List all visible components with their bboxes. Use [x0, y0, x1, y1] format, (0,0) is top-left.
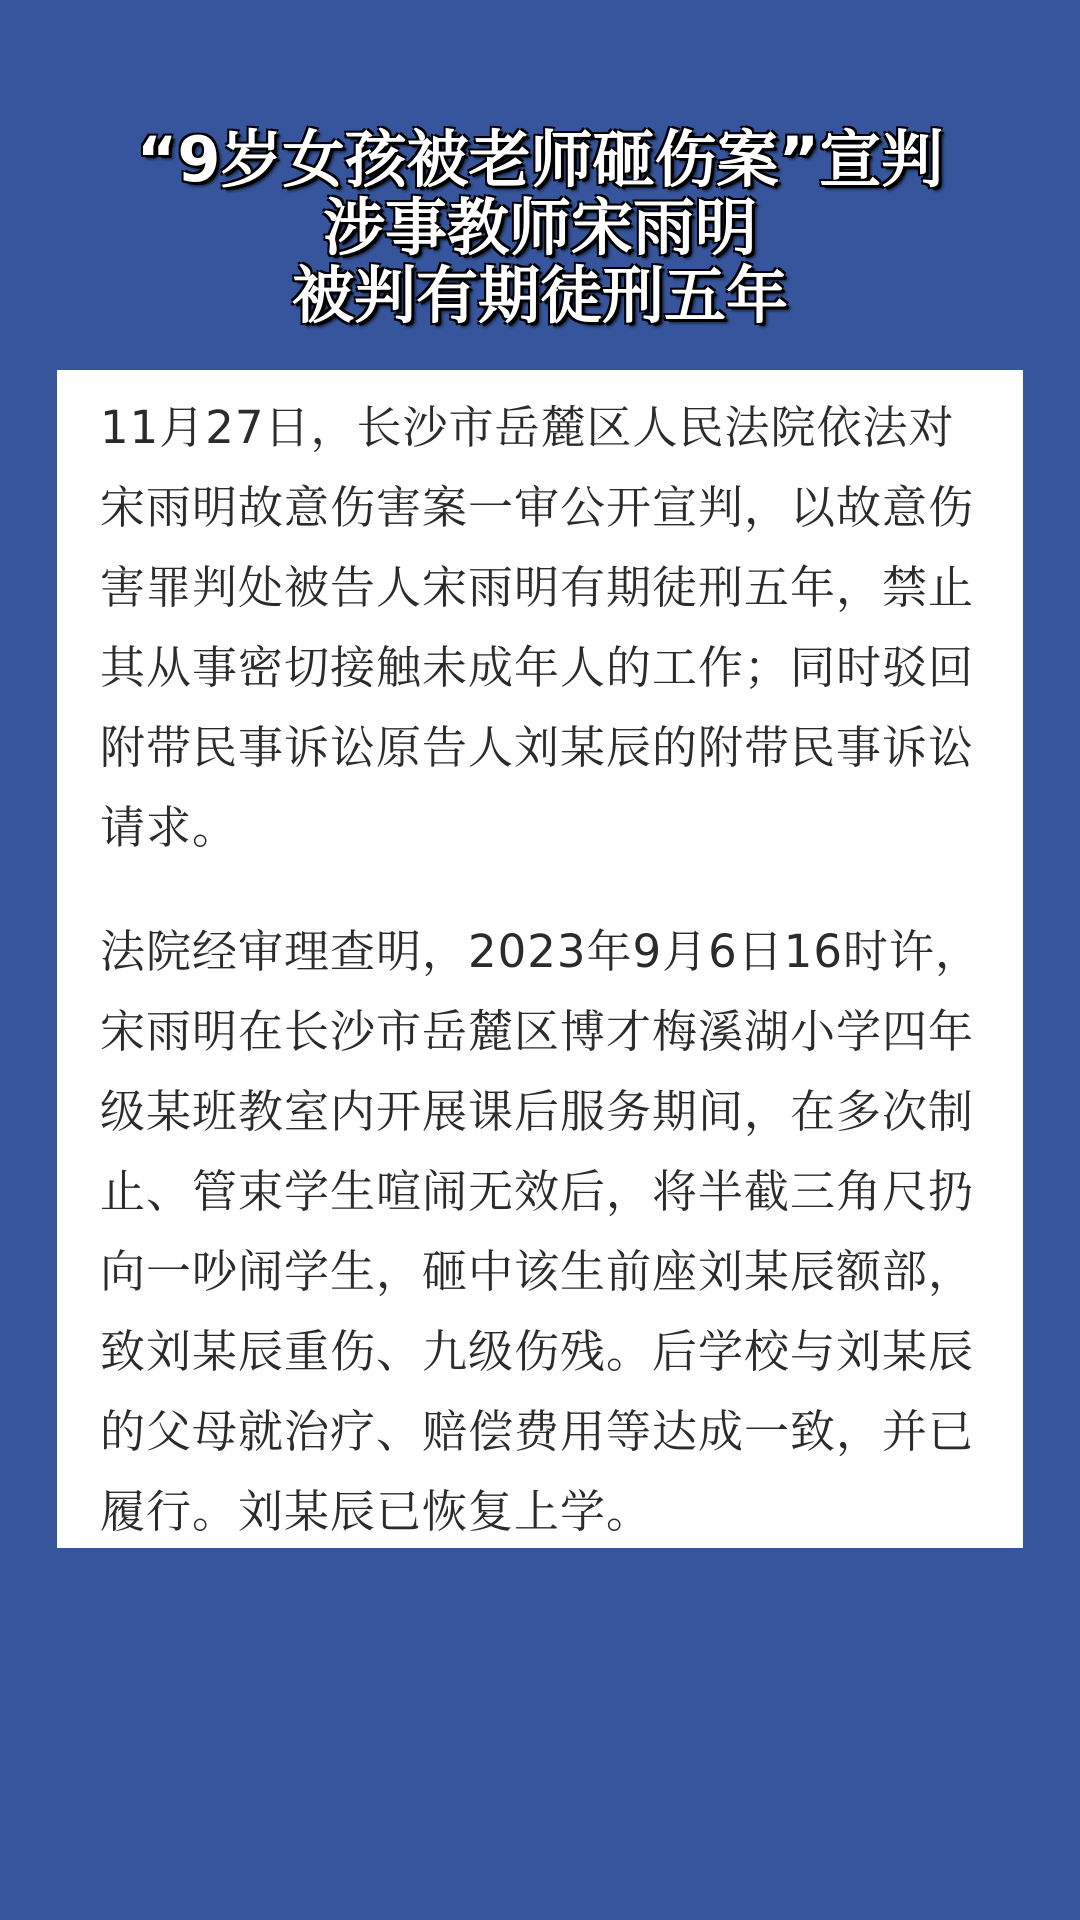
article-card — [57, 370, 1023, 1548]
headline-line-1: “9岁女孩被老师砸伤案”宣判 — [136, 123, 944, 196]
headline-line-3: 被判有期徒刑五年 — [291, 259, 788, 332]
article-paragraph-1: 11月27日，长沙市岳麓区人民法院依法对宋雨明故意伤害案一审公开宣判，以故意伤害罪判处被告人宋雨明有期徒刑五年，禁止其从事密切接触未成年人的工作；同时驳回附带民事诉讼原告人刘某辰的附带民事诉讼请求。 — [100, 401, 975, 854]
headline-line-2: 涉事教师宋雨明 — [322, 191, 757, 264]
article-paragraph-2: 法院经审理查明，2023年9月6日16时许，宋雨明在长沙市岳麓区博才梅溪湖小学四年级某班教室内开展课后服务期间，在多次制止、管束学生喧闹无效后，将半截三角尺扔向一吵闹学生，砸中该生前座刘某辰额部，致刘某辰重伤、九级伤残。后学校与刘某辰的父母就治疗、赔偿费用等达成一致，并已履行。刘某辰已恢复上学。 — [100, 925, 982, 1538]
headline — [0, 123, 1080, 332]
